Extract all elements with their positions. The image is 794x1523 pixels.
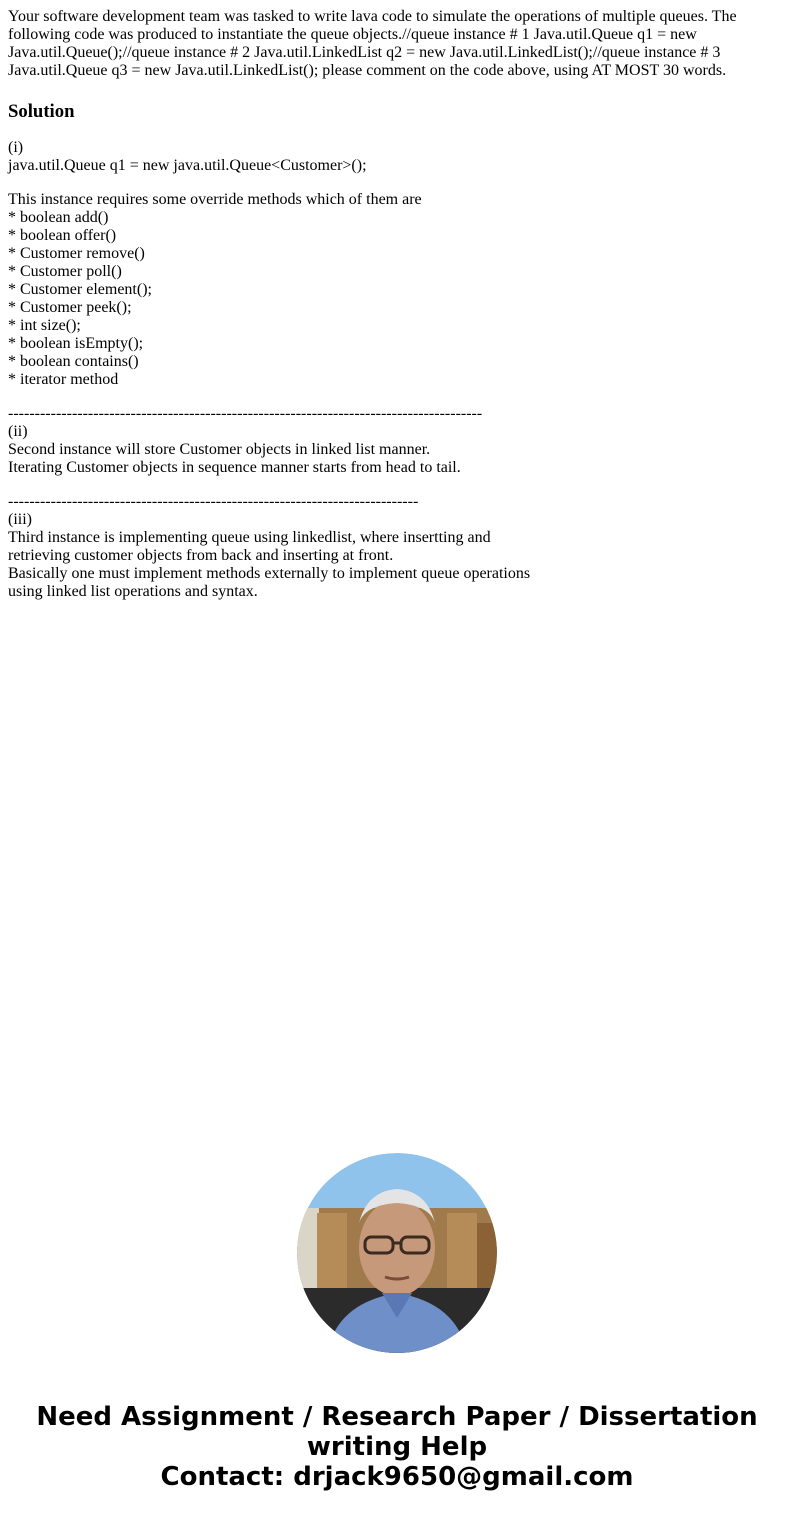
footer-line-2: writing Help [306,1432,488,1462]
method-item: * boolean add() [8,209,109,226]
method-item: * Customer remove() [8,245,145,262]
answer-page [8,8,786,601]
part-label-iii: (iii) [8,511,32,528]
methods-intro: This instance requires some override methods which of them are [8,191,422,208]
separator-line: ----------------------------------------------------------------------------------------- [8,405,483,422]
part-label-i: (i) [8,139,24,156]
footer-contact: Contact: drjack9650@gmail.com [160,1462,634,1492]
part2-line: Second instance will store Customer objects in linked list manner. [8,441,431,458]
part3-line: Third instance is implementing queue using linkedlist, where insertting and [8,529,491,546]
spacer [8,389,786,405]
part3-line: using linked list operations and syntax. [8,583,258,600]
method-item: * boolean contains() [8,353,139,370]
separator-line: ----------------------------------------------------------------------------- [8,493,419,510]
part3-line: Basically one must implement methods externally to implement queue operations [8,565,531,582]
method-item: * Customer poll() [8,263,122,280]
method-item: * iterator method [8,371,119,388]
footer-advert [0,1402,794,1492]
part2-line: Iterating Customer objects in sequence manner starts from head to tail. [8,459,461,476]
method-item: * boolean offer() [8,227,117,244]
part3-line: retrieving customer objects from back and inserting at front. [8,547,394,564]
author-portrait-photo [297,1153,497,1353]
spacer [8,477,786,493]
question-text: Your software development team was tasked to write lava code to simulate the operations of multiple queues. The following code was produced to instantiate the queue objects.//queue instance # 1 Java.util.Queue q1 = new Java.util.Queue();//queue instance # 2 Java.util.LinkedList q2 = new Java.util.LinkedList();//queue instance # 3 Java.util.Queue q3 = new Java.util.LinkedList(); please comment on the code above, using AT MOST 30 words. [8,8,737,79]
solution-heading: Solution [8,101,75,122]
spacer [8,175,786,191]
code-line-q1: java.util.Queue q1 = new java.util.Queue<Customer>(); [8,157,367,174]
part-label-ii: (ii) [8,423,28,440]
method-item: * boolean isEmpty(); [8,335,144,352]
method-item: * Customer element(); [8,281,152,298]
method-item: * Customer peek(); [8,299,132,316]
method-item: * int size(); [8,317,81,334]
solution-body [8,139,786,601]
footer-line-1: Need Assignment / Research Paper / Dissertation [36,1402,758,1432]
author-avatar [297,1153,497,1353]
